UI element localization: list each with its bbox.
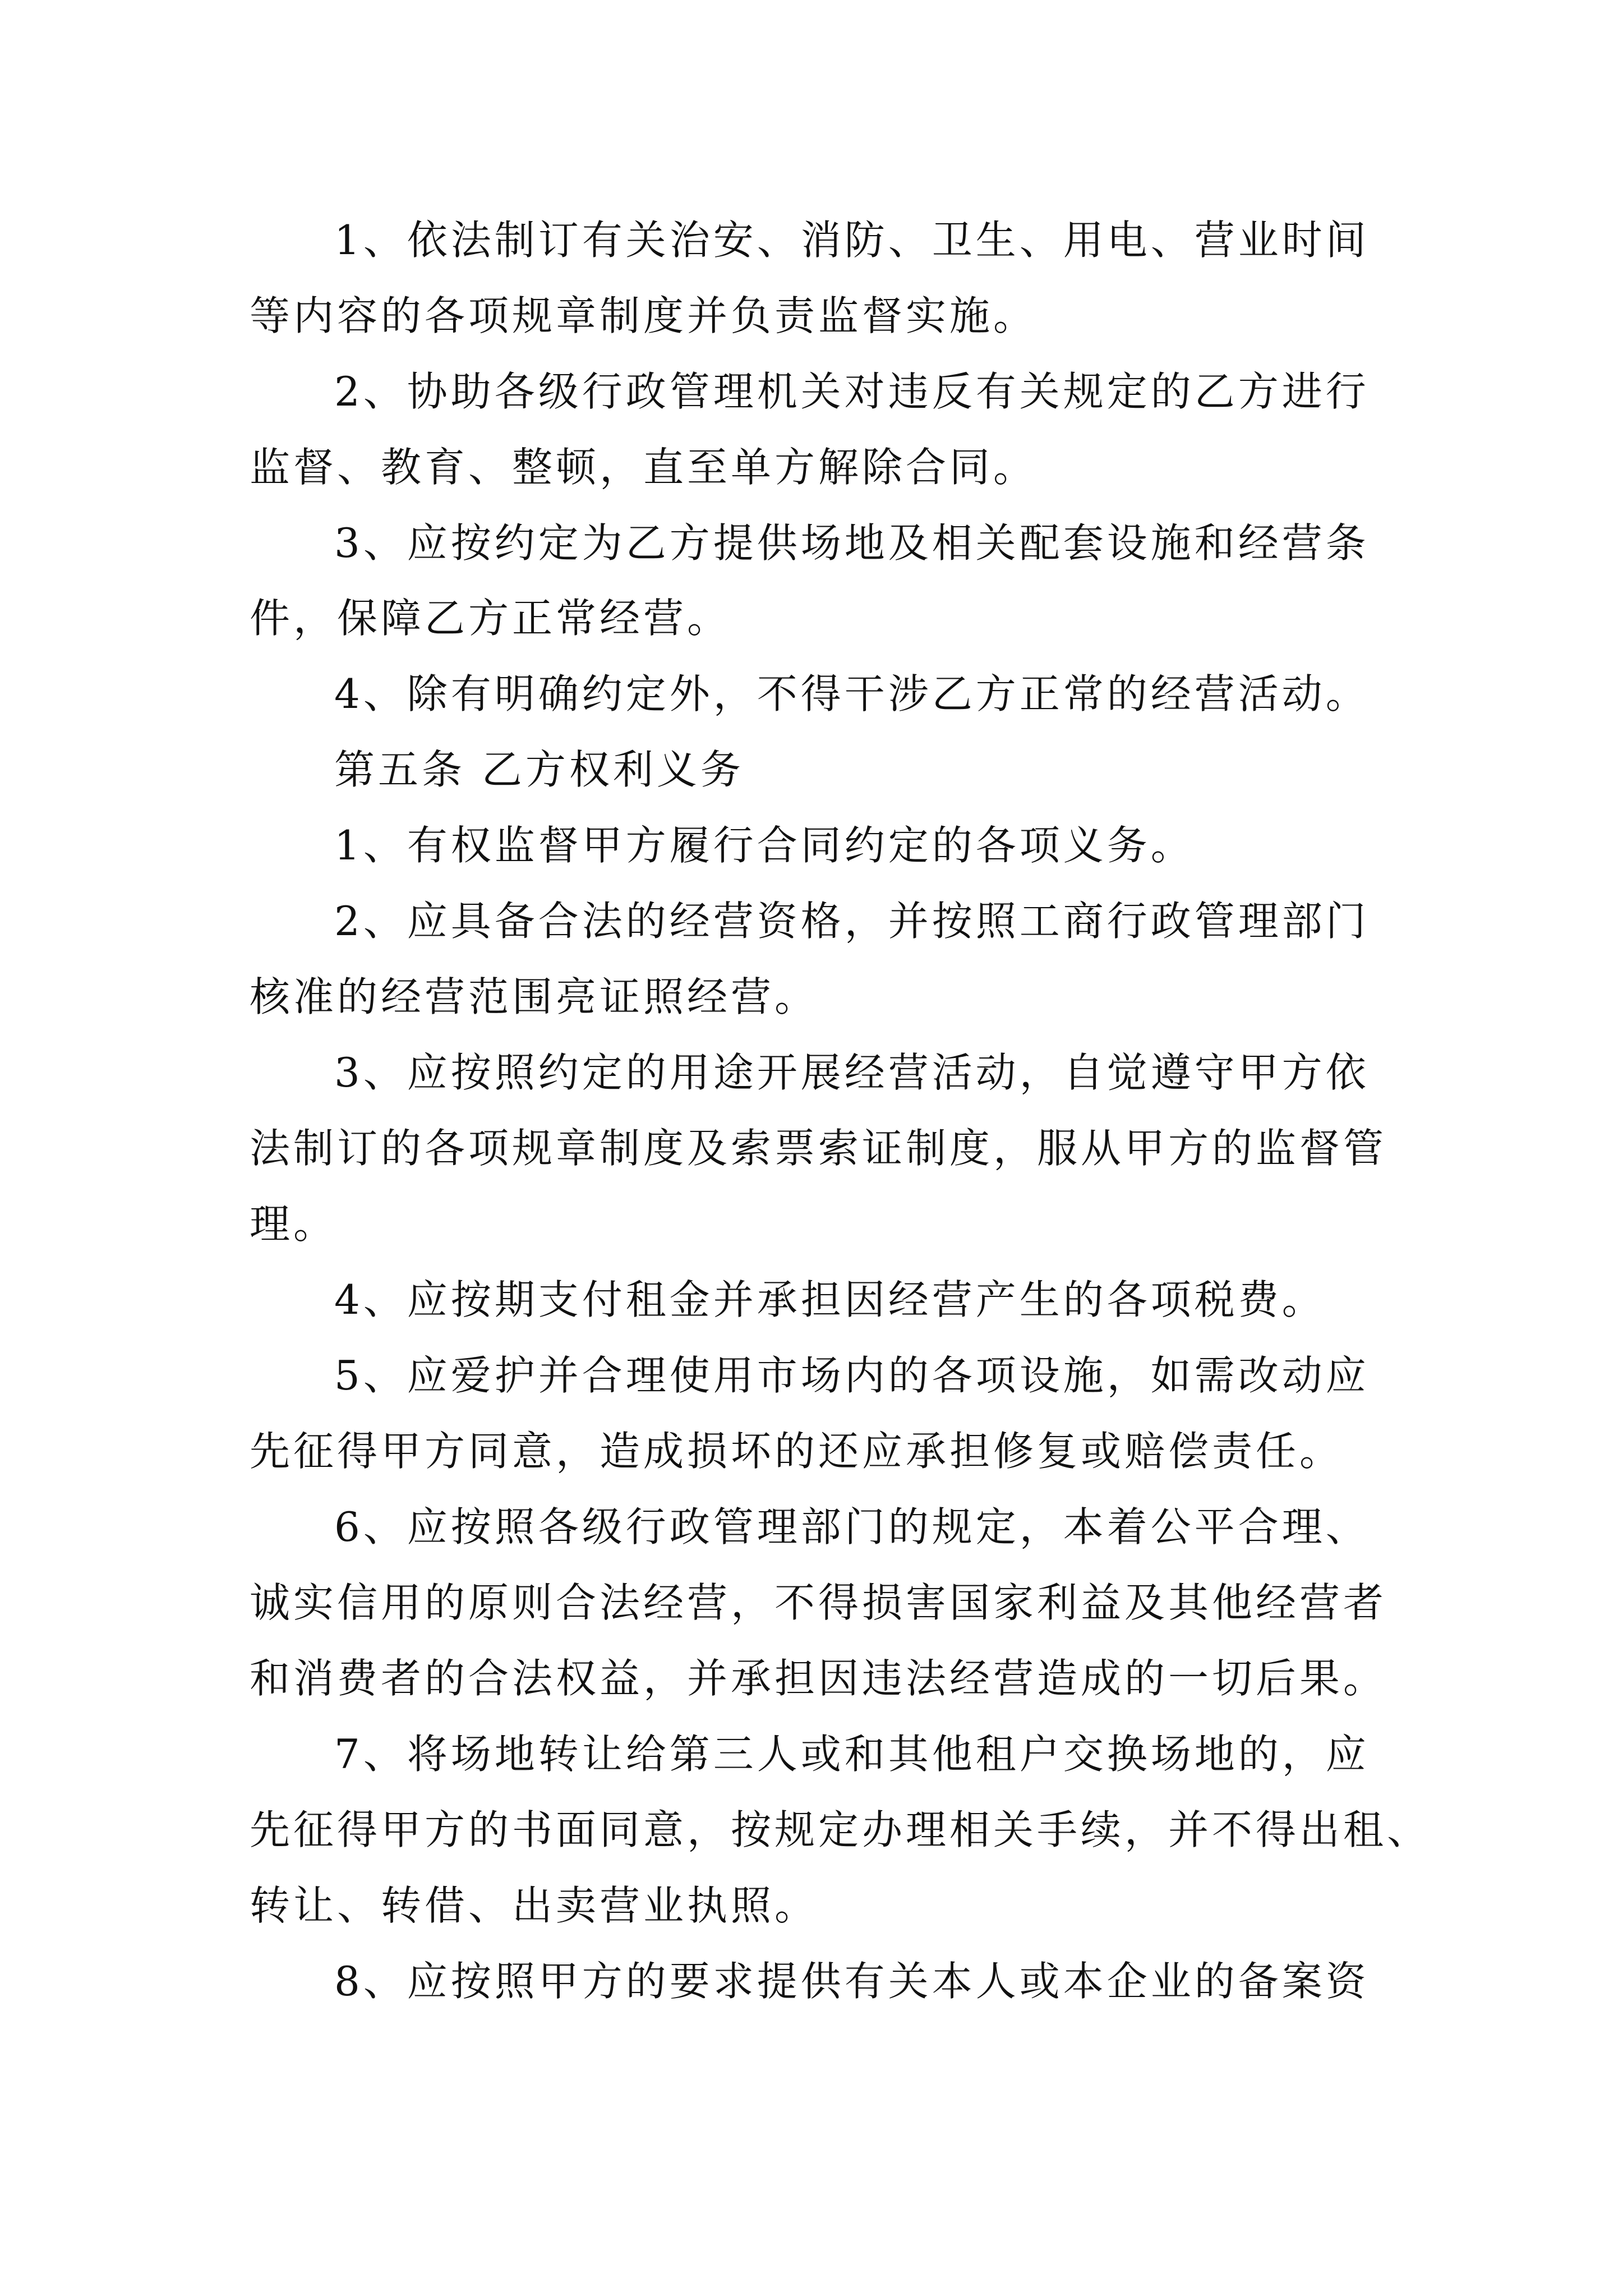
text-line: 核准的经营范围亮证照经营。 <box>250 973 819 1020</box>
text-line: 件，保障乙方正常经营。 <box>250 595 731 642</box>
text-line: 法制订的各项规章制度及索票索证制度，服从甲方的监督管 <box>250 1125 1387 1172</box>
text-line: 先征得甲方同意，造成损坏的还应承担修复或赔偿责任。 <box>250 1428 1344 1475</box>
text-line: 诚实信用的原则合法经营，不得损害国家利益及其他经营者 <box>250 1579 1387 1626</box>
text-line: 转让、转借、出卖营业执照。 <box>250 1882 819 1929</box>
text-line: 1、有权监督甲方履行合同约定的各项义务。 <box>334 822 1195 869</box>
text-line: 3、应按照约定的用途开展经营活动，自觉遵守甲方依 <box>334 1049 1370 1096</box>
text-line: 2、协助各级行政管理机关对违反有关规定的乙方进行 <box>334 368 1370 415</box>
text-line: 7、将场地转让给第三人或和其他租户交换场地的，应 <box>334 1731 1370 1778</box>
text-line: 4、除有明确约定外，不得干涉乙方正常的经营活动。 <box>334 670 1370 717</box>
text-line: 2、应具备合法的经营资格，并按照工商行政管理部门 <box>334 898 1370 945</box>
text-line: 和消费者的合法权益，并承担因违法经营造成的一切后果。 <box>250 1655 1387 1702</box>
text-line: 1、依法制订有关治安、消防、卫生、用电、营业时间 <box>334 217 1370 264</box>
text-line: 先征得甲方的书面同意，按规定办理相关手续，并不得出租、 <box>250 1806 1431 1853</box>
text-line: 6、应按照各级行政管理部门的规定，本着公平合理、 <box>334 1503 1370 1550</box>
text-line: 4、应按期支付租金并承担因经营产生的各项税费。 <box>334 1276 1326 1323</box>
text-line: 3、应按约定为乙方提供场地及相关配套设施和经营条 <box>334 519 1370 567</box>
text-line: 等内容的各项规章制度并负责监督实施。 <box>250 292 1038 339</box>
text-line: 监督、教育、整顿，直至单方解除合同。 <box>250 444 1038 491</box>
text-line: 8、应按照甲方的要求提供有关本人或本企业的备案资 <box>334 1958 1370 2005</box>
section-heading: 第五条 乙方权利义务 <box>334 746 744 793</box>
text-line: 理。 <box>250 1200 338 1248</box>
text-line: 5、应爱护并合理使用市场内的各项设施，如需改动应 <box>334 1352 1370 1399</box>
